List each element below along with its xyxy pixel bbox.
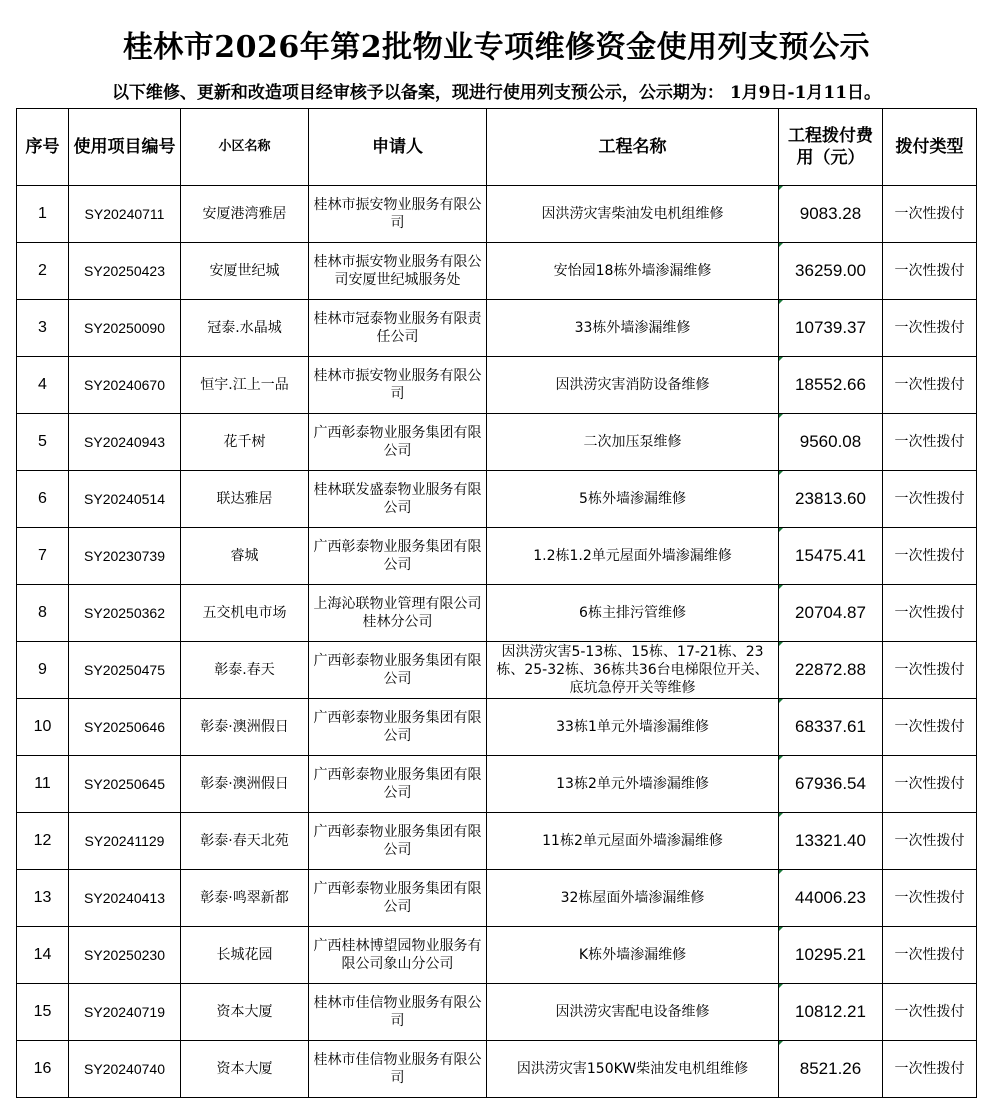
- cell-amount: 10812.21: [779, 984, 883, 1041]
- cell-applicant: 桂林市佳信物业服务有限公司: [309, 1041, 487, 1098]
- cell-code: SY20240514: [69, 471, 181, 528]
- cell-community: 长城花园: [181, 927, 309, 984]
- cell-project: 因洪涝灾害消防设备维修: [487, 357, 779, 414]
- cell-type: 一次性拨付: [883, 300, 977, 357]
- table-row: [17, 756, 977, 813]
- cell-code: SY20240413: [69, 870, 181, 927]
- cell-code: SY20240740: [69, 1041, 181, 1098]
- cell-amount: 68337.61: [779, 699, 883, 756]
- cell-applicant: 广西彰泰物业服务集团有限公司: [309, 813, 487, 870]
- table-row: [17, 585, 977, 642]
- table-row: [17, 1041, 977, 1098]
- cell-type: 一次性拨付: [883, 1041, 977, 1098]
- page-title: 桂林市2026年第2批物业专项维修资金使用列支预公示: [122, 30, 871, 65]
- cell-code: SY20240711: [69, 186, 181, 243]
- cell-type: 一次性拨付: [883, 585, 977, 642]
- cell-seq: 15: [17, 984, 69, 1041]
- cell-code: SY20250090: [69, 300, 181, 357]
- cell-applicant: 桂林联发盛泰物业服务有限公司: [309, 471, 487, 528]
- table-row: [17, 927, 977, 984]
- cell-amount: 9083.28: [779, 186, 883, 243]
- cell-community: 冠泰.水晶城: [181, 300, 309, 357]
- table-row: [17, 300, 977, 357]
- cell-code: SY20230739: [69, 528, 181, 585]
- cell-applicant: 桂林市佳信物业服务有限公司: [309, 984, 487, 1041]
- cell-amount: 18552.66: [779, 357, 883, 414]
- cell-amount: 8521.26: [779, 1041, 883, 1098]
- cell-type: 一次性拨付: [883, 243, 977, 300]
- cell-project: 因洪涝灾害5-13栋、15栋、17-21栋、23栋、25-32栋、36栋共36台电梯限位开关、底坑急停开关等维修: [487, 642, 779, 699]
- cell-amount: 44006.23: [779, 870, 883, 927]
- cell-seq: 16: [17, 1041, 69, 1098]
- cell-amount: 67936.54: [779, 756, 883, 813]
- cell-seq: 12: [17, 813, 69, 870]
- cell-code: SY20250362: [69, 585, 181, 642]
- cell-amount: 22872.88: [779, 642, 883, 699]
- table-row: [17, 813, 977, 870]
- cell-project: 33栋1单元外墙渗漏维修: [487, 699, 779, 756]
- cell-amount: 23813.60: [779, 471, 883, 528]
- notice-text: 以下维修、更新和改造项目经审核予以备案，现进行使用列支预公示，公示期为： 1月9日-1月11日。: [111, 83, 882, 103]
- cell-project: 二次加压泵维修: [487, 414, 779, 471]
- cell-amount: 10295.21: [779, 927, 883, 984]
- cell-amount: 10739.37: [779, 300, 883, 357]
- cell-amount: 36259.00: [779, 243, 883, 300]
- cell-seq: 14: [17, 927, 69, 984]
- cell-community: 资本大厦: [181, 1041, 309, 1098]
- cell-type: 一次性拨付: [883, 528, 977, 585]
- cell-type: 一次性拨付: [883, 699, 977, 756]
- cell-code: SY20250645: [69, 756, 181, 813]
- header-amount: 工程拨付费用（元）: [779, 109, 883, 186]
- table-row: [17, 357, 977, 414]
- cell-amount: 13321.40: [779, 813, 883, 870]
- cell-code: SY20240670: [69, 357, 181, 414]
- cell-type: 一次性拨付: [883, 357, 977, 414]
- cell-seq: 2: [17, 243, 69, 300]
- cell-type: 一次性拨付: [883, 984, 977, 1041]
- cell-applicant: 桂林市振安物业服务有限公司安厦世纪城服务处: [309, 243, 487, 300]
- cell-seq: 10: [17, 699, 69, 756]
- cell-project: 32栋屋面外墙渗漏维修: [487, 870, 779, 927]
- cell-code: SY20250475: [69, 642, 181, 699]
- header-type: 拨付类型: [883, 109, 977, 186]
- table-row: [17, 528, 977, 585]
- cell-seq: 6: [17, 471, 69, 528]
- cell-community: 花千树: [181, 414, 309, 471]
- cell-code: SY20240943: [69, 414, 181, 471]
- cell-applicant: 广西彰泰物业服务集团有限公司: [309, 870, 487, 927]
- cell-seq: 4: [17, 357, 69, 414]
- cell-project: 1.2栋1.2单元屋面外墙渗漏维修: [487, 528, 779, 585]
- cell-project: 因洪涝灾害150KW柴油发电机组维修: [487, 1041, 779, 1098]
- cell-type: 一次性拨付: [883, 471, 977, 528]
- cell-project: K栋外墙渗漏维修: [487, 927, 779, 984]
- cell-project: 因洪涝灾害配电设备维修: [487, 984, 779, 1041]
- cell-applicant: 广西彰泰物业服务集团有限公司: [309, 642, 487, 699]
- cell-project: 安怡园18栋外墙渗漏维修: [487, 243, 779, 300]
- cell-community: 恒宇.江上一品: [181, 357, 309, 414]
- table-row: [17, 984, 977, 1041]
- cell-applicant: 上海沁联物业管理有限公司桂林分公司: [309, 585, 487, 642]
- cell-code: SY20250646: [69, 699, 181, 756]
- cell-code: SY20250230: [69, 927, 181, 984]
- cell-project: 6栋主排污管维修: [487, 585, 779, 642]
- cell-seq: 8: [17, 585, 69, 642]
- cell-amount: 9560.08: [779, 414, 883, 471]
- cell-type: 一次性拨付: [883, 813, 977, 870]
- cell-project: 33栋外墙渗漏维修: [487, 300, 779, 357]
- cell-type: 一次性拨付: [883, 186, 977, 243]
- cell-applicant: 广西彰泰物业服务集团有限公司: [309, 756, 487, 813]
- funds-table: [16, 108, 977, 1098]
- cell-community: 安厦世纪城: [181, 243, 309, 300]
- cell-type: 一次性拨付: [883, 756, 977, 813]
- cell-community: 睿城: [181, 528, 309, 585]
- cell-seq: 1: [17, 186, 69, 243]
- header-seq: 序号: [17, 109, 69, 186]
- cell-code: SY20250423: [69, 243, 181, 300]
- header-code: 使用项目编号: [69, 109, 181, 186]
- cell-project: 13栋2单元外墙渗漏维修: [487, 756, 779, 813]
- table-row: [17, 699, 977, 756]
- cell-applicant: 广西彰泰物业服务集团有限公司: [309, 528, 487, 585]
- cell-seq: 13: [17, 870, 69, 927]
- table-row: [17, 243, 977, 300]
- cell-project: 11栋2单元屋面外墙渗漏维修: [487, 813, 779, 870]
- table-row: [17, 471, 977, 528]
- cell-applicant: 广西彰泰物业服务集团有限公司: [309, 414, 487, 471]
- cell-code: SY20241129: [69, 813, 181, 870]
- cell-applicant: 桂林市振安物业服务有限公司: [309, 357, 487, 414]
- cell-seq: 9: [17, 642, 69, 699]
- cell-community: 彰泰·鸣翠新都: [181, 870, 309, 927]
- cell-community: 五交机电市场: [181, 585, 309, 642]
- table-row: [17, 186, 977, 243]
- cell-type: 一次性拨付: [883, 870, 977, 927]
- cell-code: SY20240719: [69, 984, 181, 1041]
- cell-amount: 20704.87: [779, 585, 883, 642]
- cell-applicant: 广西彰泰物业服务集团有限公司: [309, 699, 487, 756]
- cell-seq: 7: [17, 528, 69, 585]
- cell-project: 5栋外墙渗漏维修: [487, 471, 779, 528]
- cell-community: 资本大厦: [181, 984, 309, 1041]
- table-row: [17, 870, 977, 927]
- cell-project: 因洪涝灾害柴油发电机组维修: [487, 186, 779, 243]
- cell-type: 一次性拨付: [883, 927, 977, 984]
- cell-community: 安厦港湾雅居: [181, 186, 309, 243]
- cell-community: 彰泰·澳洲假日: [181, 756, 309, 813]
- table-row: [17, 642, 977, 699]
- cell-type: 一次性拨付: [883, 642, 977, 699]
- cell-community: 彰泰·澳洲假日: [181, 699, 309, 756]
- table-row: [17, 414, 977, 471]
- cell-seq: 11: [17, 756, 69, 813]
- cell-applicant: 广西桂林博望园物业服务有限公司象山分公司: [309, 927, 487, 984]
- cell-community: 联达雅居: [181, 471, 309, 528]
- cell-seq: 3: [17, 300, 69, 357]
- cell-applicant: 桂林市冠泰物业服务有限责任公司: [309, 300, 487, 357]
- header-project: 工程名称: [487, 109, 779, 186]
- cell-seq: 5: [17, 414, 69, 471]
- header-community: 小区名称: [181, 109, 309, 186]
- cell-amount: 15475.41: [779, 528, 883, 585]
- cell-applicant: 桂林市振安物业服务有限公司: [309, 186, 487, 243]
- header-row: [17, 109, 977, 186]
- cell-community: 彰泰·春天北苑: [181, 813, 309, 870]
- header-applicant: 申请人: [309, 109, 487, 186]
- cell-community: 彰泰.春天: [181, 642, 309, 699]
- cell-type: 一次性拨付: [883, 414, 977, 471]
